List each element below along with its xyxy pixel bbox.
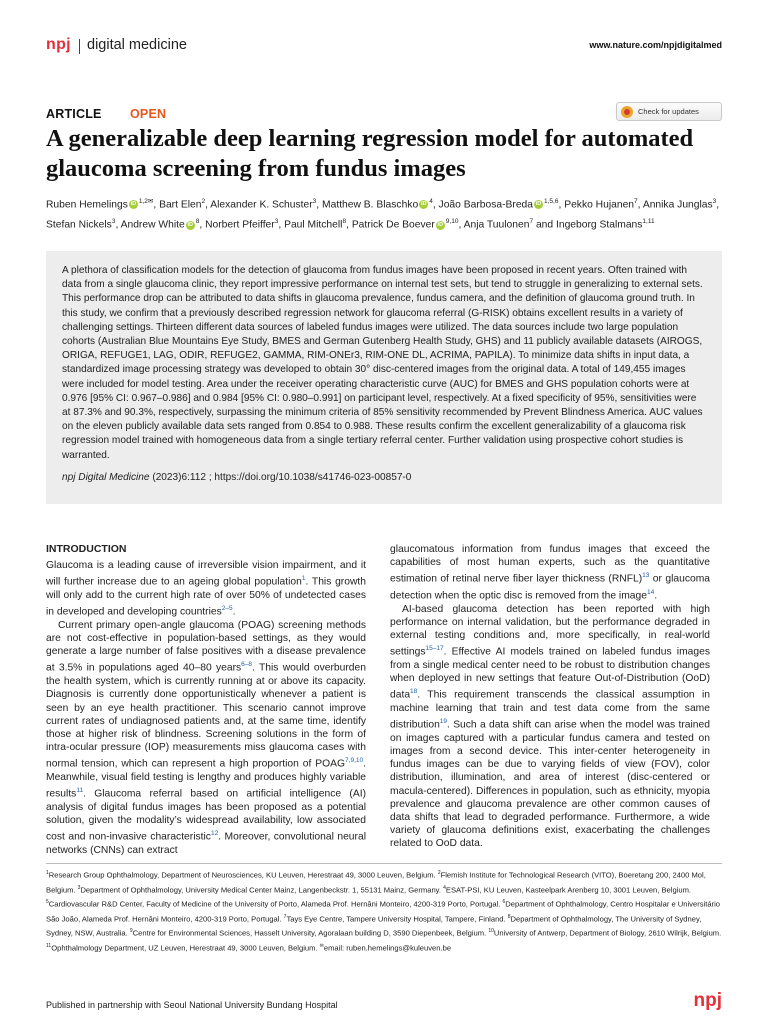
author-name[interactable]: Matthew B. Blaschko xyxy=(322,199,419,211)
abstract-text: A plethora of classification models for the detection of glaucoma from fundus images have been proposed in recent years. Often trained with data from a single glaucoma clinic, they report impressive performance on internal test sets, but tend to struggle in generalizing to external sets. This performance drop can be attributed to data shifts in glaucoma prevalence, fundus camera, and the definition of glaucoma ground truth. In this study, we confirm that a previously described regression network for glaucoma referral (G-RISK) obtains excellent results in a variety of challenging settings. Thirteen different data sources of labeled fundus images were utilized. The data sources include two large population cohorts (Australian Blue Mountains Eye Study, BMES and German Gutenberg Health Study, GHS) and 11 publicly available datasets (AIROGS, ORIGA, REFUGE1, LAG, ODIR, REFUGE2, GAMMA, RIM-ONEr3, RIM-ONE DL, ACRIMA, PAPILA). To minimize data shifts in input data, a standardized image processing strategy was developed to obtain 30° disc-centered images from the original data. A total of 149,455 images were included for model testing. Area under the receiver operating characteristic curve (AUC) for BMES and GHS population cohorts were at 0.976 [95% CI: 0.967–0.986] and 0.984 [95% CI: 0.980–0.991] on participant level, respectively. At a fixed specificity of 95%, sensitivities were at 87.3% and 90.3%, respectively, surpassing the minimum criteria of 85% sensitivity recommended by Prevent Blindness America. AUC values on the eleven publicly available data sets ranged from 0.854 to 0.988. These results confirm the excellent generalizability of a glaucoma risk regression model trained with homogeneous data from a single tertiary referral center. Further validation using prospective cohort studies is warranted. xyxy=(62,265,703,461)
footnote-text: University of Antwerp, Department of Biology, 2610 Wilrijk, Belgium. xyxy=(493,928,722,938)
author-affiliation: 2 xyxy=(201,198,206,205)
author-affiliation: 7 xyxy=(634,198,638,205)
author-list xyxy=(46,193,726,234)
reference-citation-link[interactable]: 11 xyxy=(76,787,84,795)
author-separator: , xyxy=(558,199,565,211)
reference-citation-link[interactable]: 18 xyxy=(410,688,418,696)
author-affiliation: 3 xyxy=(111,218,116,226)
author-affiliation: 7 xyxy=(529,218,534,226)
body-column-left xyxy=(46,543,366,857)
citation-doi[interactable]: (2023)6:112 ; https://doi.org/10.1038/s41746-023-00857-0 xyxy=(149,471,412,483)
left-column-paragraphs xyxy=(46,559,366,857)
author-name[interactable]: Patrick De Boever xyxy=(351,219,435,231)
paragraph-text: . This requirement transcends the classical assumption in machine learning that train and test data come from the same distribution xyxy=(390,689,710,731)
author-name[interactable]: Paul Mitchell xyxy=(284,219,343,231)
author-affiliation: 3 xyxy=(312,198,317,205)
author-separator: , xyxy=(115,219,121,231)
footnote-text: ESAT-PSI, KU Leuven, Kasteelpark Arenberg 10, 3001 Leuven, Belgium. xyxy=(445,885,692,895)
footnote-marker: 3 xyxy=(77,884,81,891)
footnote-divider xyxy=(46,863,722,864)
citation-line xyxy=(62,472,706,483)
orcid-icon[interactable]: iD xyxy=(535,201,542,208)
journal-header xyxy=(46,36,722,56)
paragraph-text: glaucomatous information from fundus images that exceed the capabilities of most human experts, such as the quantitative estimation of retinal nerve fiber layer thickness (RNFL) xyxy=(390,544,710,585)
header-divider xyxy=(79,39,80,54)
body-paragraph xyxy=(390,603,710,851)
author-separator: , xyxy=(458,219,464,231)
journal-name: digital medicine xyxy=(87,37,187,53)
paragraph-text: . Meanwhile, visual field testing is lengthy and produces highly variable results xyxy=(46,758,366,800)
footnote-text: Research Group Ophthalmology, Department of Neurosciences, KU Leuven, Herestraat 49, 3000 Leuven, Belgium. xyxy=(48,870,438,880)
footnote-marker: 4 xyxy=(443,884,446,891)
author-name[interactable]: João Barbosa-Breda xyxy=(438,199,533,211)
author-name[interactable]: Annika Junglas xyxy=(642,199,713,211)
author-separator: and xyxy=(533,219,556,231)
author-affiliation: 8 xyxy=(195,218,200,226)
footnote-marker: 7 xyxy=(283,913,287,920)
author-name[interactable]: Ruben Hemelings xyxy=(46,199,128,211)
paragraph-text: . Such a data shift can arise when the model was trained on images captured with a particular fundus camera and tested on images from a second device. This inter-center heterogeneity in fundus images can be due to varying fields of view (FOV), color distribution, illumination, and area of interest (disc-centered or macula-centered). Differences in population, such as ethnicity, myopia prevalence and glaucoma prevalence are other common causes of data shifts that lead to degraded performance. Furthermore, a wide variety of glaucoma definitions exist, exacerbating the challenges related to OoD data. xyxy=(390,719,710,850)
right-column-paragraphs xyxy=(390,543,710,851)
author-name[interactable]: Alexander K. Schuster xyxy=(210,199,313,211)
reference-citation-link[interactable]: 1 xyxy=(301,575,306,583)
paragraph-text: . This would overburden the health system, which is currently running at or above its capacity. Diagnosis is currently done opportunistically whenever a patient is seen by an eye health practitioner. This scenario cannot improve current rates of undiagnosed patients and, at the same time, identify those at higher risk of blindness. Screening solutions in the form of intra-ocular pressure (IOP) measurements miss glaucoma cases with normal tension, which can represent a high proportion of POAG xyxy=(46,662,366,770)
body-paragraph xyxy=(46,619,366,857)
author-name[interactable]: Bart Elen xyxy=(159,199,202,211)
footnote-marker: 9 xyxy=(129,928,133,935)
author-name[interactable]: Stefan Nickels xyxy=(46,219,112,231)
footnote-text: email: ruben.hemelings@kuleuven.be xyxy=(323,943,452,953)
open-access-label: OPEN xyxy=(130,107,167,121)
footnote-marker: ✉ xyxy=(319,942,324,949)
article-type-label: ARTICLE xyxy=(46,107,102,121)
footnote-marker: 6 xyxy=(502,899,506,906)
footnote-text: Department of Ophthalmology, University Medical Center Mainz, Langenbeckstr. 1, 55131 Mainz, Germany. xyxy=(80,885,444,895)
footnote-marker: 5 xyxy=(46,899,49,906)
publisher-note: Published in partnership with Seoul National University Bundang Hospital xyxy=(46,1000,338,1010)
reference-citation-link[interactable]: 13 xyxy=(642,572,650,580)
footnote-text: Centre for Environmental Sciences, Hasselt University, Agoralaan building D, 3590 Diepenbeek, Belgium. xyxy=(132,928,489,938)
journal-url-link[interactable]: www.nature.com/npjdigitalmed xyxy=(589,40,722,50)
paragraph-text: . xyxy=(232,606,236,618)
author-separator: , xyxy=(637,199,643,211)
author-affiliation: 3 xyxy=(274,218,279,226)
npj-footer-logo: npj xyxy=(693,990,722,1011)
footnote-text: Cardiovascular R&D Center, Faculty of Medicine of the University of Porto, Alameda Prof. Hernâni Monteiro, 4200-319 Porto, Portugal. xyxy=(48,899,503,909)
body-paragraph xyxy=(46,559,366,619)
affiliation-footnotes xyxy=(46,867,722,954)
paragraph-text: . This growth will only add to the current high rate of over 50% of undetected cases in developed and developing countries xyxy=(46,576,366,618)
check-for-updates-label: Check for updates xyxy=(638,107,699,116)
orcid-icon[interactable]: iD xyxy=(437,221,444,228)
author-name[interactable]: Norbert Pfeiffer xyxy=(205,219,275,231)
body-column-right xyxy=(390,543,710,851)
author-separator: , xyxy=(716,199,720,211)
reference-citation-link[interactable]: 15–17 xyxy=(425,645,444,653)
author-name[interactable]: Anja Tuulonen xyxy=(463,219,530,231)
author-affiliation: 1,5,6 xyxy=(544,198,559,205)
author-affiliation: 9,10 xyxy=(445,218,459,226)
footnote-text: Ophthalmology Department, UZ Leuven, Herestraat 49, 3000 Leuven, Belgium. xyxy=(51,943,320,953)
footnote-marker: 10 xyxy=(488,928,494,935)
footnote-marker: 2 xyxy=(437,870,441,876)
footnote-marker: 8 xyxy=(507,913,511,920)
paragraph-text: . Effective AI models trained on labeled fundus images from a single medical center need to be robust to distribution changes when deployed in new settings that feature Out-of-Distribution (OoD) data xyxy=(390,646,710,701)
paragraph-text: . Glaucoma referral based on artificial intelligence (AI) analysis of digital fundus images has been proposed as a potential solution, given the modality’s widespread availability, low associated cost and non-invasive characteristic xyxy=(46,788,366,843)
abstract-box xyxy=(46,251,722,504)
author-separator: , xyxy=(278,219,285,231)
paragraph-text: . Moreover, convolutional neural networks (CNNs) can extract xyxy=(46,831,366,856)
article-title: A generalizable deep learning regression model for automated glaucoma screening from fundus images xyxy=(46,125,694,182)
reference-citation-link[interactable]: 12 xyxy=(210,830,219,838)
orcid-icon[interactable]: iD xyxy=(420,201,427,208)
footnote-marker: 11 xyxy=(46,942,52,949)
paragraph-text: Current primary open-angle glaucoma (POAG) screening methods are not cost-effective in population-based settings, as they would generate a large number of false positives with a disease prevalence at 3.5% in populations aged 40–80 years xyxy=(46,619,366,674)
section-heading-introduction: INTRODUCTION xyxy=(46,543,127,555)
paragraph-text: Glaucoma is a leading cause of irreversible vision impairment, and it will further increase due to an ageing global population xyxy=(46,560,366,588)
author-affiliation: 3 xyxy=(712,198,717,205)
paragraph-text: . xyxy=(654,590,658,602)
orcid-icon[interactable]: iD xyxy=(187,221,193,228)
reference-citation-link[interactable]: 19 xyxy=(439,718,448,726)
check-for-updates-button[interactable] xyxy=(616,102,722,121)
citation-journal: npj Digital Medicine xyxy=(62,471,150,483)
reference-citation-link[interactable]: 14 xyxy=(646,589,655,597)
footnote-marker: 1 xyxy=(46,870,49,876)
author-separator: , xyxy=(205,199,211,211)
author-affiliation: 1,11 xyxy=(642,218,655,226)
author-separator: , xyxy=(316,199,323,211)
author-separator: , xyxy=(346,219,352,231)
footnote-text: Department of Ophthalmology, The University of Sydney, Sydney, NSW, Australia. xyxy=(46,914,702,938)
paragraph-text: or glaucoma detection when the optic disc is removed from the image xyxy=(390,573,710,602)
author-affiliation: 8 xyxy=(342,218,347,226)
author-separator: , xyxy=(153,199,160,211)
author-separator: , xyxy=(432,199,439,211)
reference-citation-link[interactable]: 7,9,10 xyxy=(345,757,364,765)
author-separator: , xyxy=(199,219,206,231)
npj-logo[interactable]: npj xyxy=(46,36,71,53)
footnote-text: Department of Ophthalmology, Centro Hospitalar e Universitário São João, Alameda Prof. Hernâni Monteiro, 4200-319 Porto, Portugal. xyxy=(46,899,720,924)
author-name[interactable]: Ingeborg Stalmans xyxy=(555,219,643,231)
author-name[interactable]: Andrew White xyxy=(120,219,185,231)
footnote-text: Flemish Institute for Technological Research (VITO), Boeretang 200, 2400 Mol, Belgium. xyxy=(46,870,706,895)
reference-citation-link[interactable]: 2–5 xyxy=(221,605,233,613)
author-name[interactable]: Pekko Hujanen xyxy=(564,199,635,211)
footnote-text: Tays Eye Centre, Tampere University Hospital, Tampere, Finland. xyxy=(286,914,508,924)
author-affiliation: 1,2✉ xyxy=(138,198,154,205)
orcid-icon[interactable]: iD xyxy=(130,201,137,208)
author-affiliation: 4 xyxy=(429,198,433,205)
paragraph-text: AI-based glaucoma detection has been reported with high performance on internal validation, but the performance degraded in external testing conditions and, more specifically, in real-world settings xyxy=(390,603,710,658)
crossmark-icon xyxy=(621,106,633,118)
reference-citation-link[interactable]: 6–8 xyxy=(241,661,253,669)
body-paragraph xyxy=(390,543,710,603)
